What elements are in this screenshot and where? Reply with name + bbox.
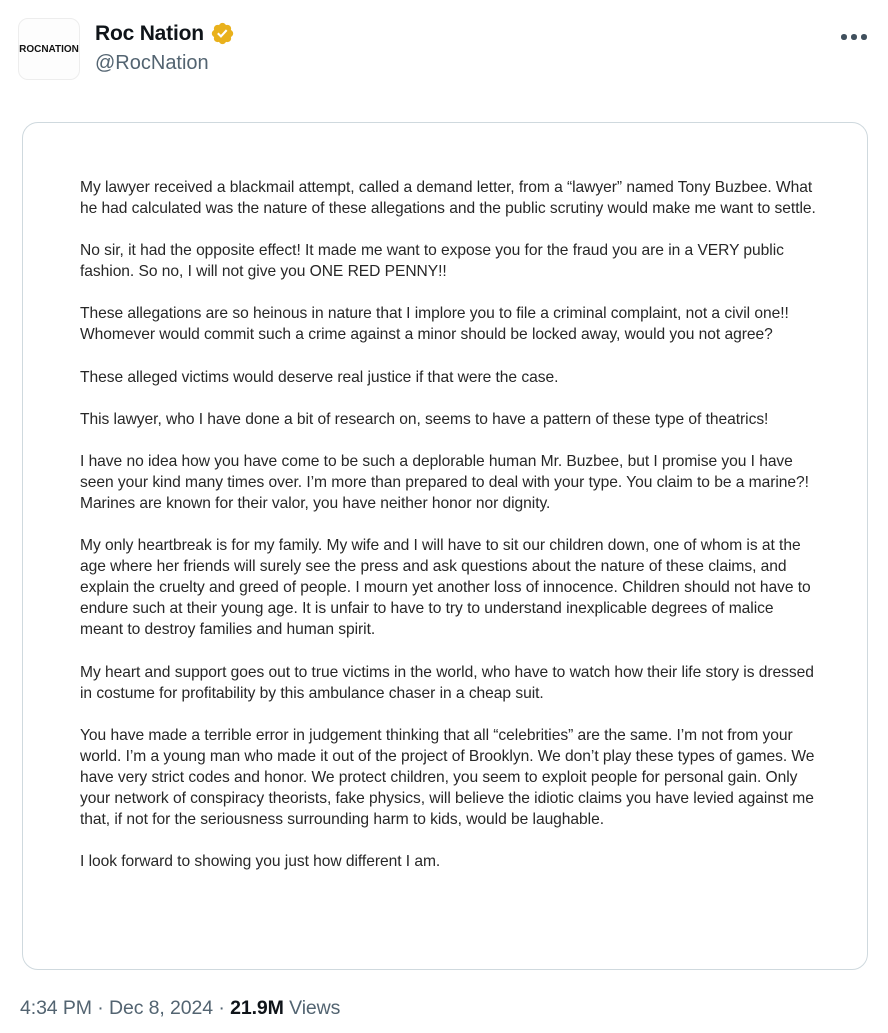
avatar[interactable]: ROCNATION (18, 18, 80, 80)
letter-paragraph: My only heartbreak is for my family. My wife and I will have to sit our children down, one of whom is at the age where her friends will surely see the press and ask questions about the nature of these claims, and explain the cruelty and greed of people. I mourn yet another loss of innocence. Children should not have to endure such at their young age. It is unfair to have to try to understand inexplicable degrees of malice meant to destroy families and human spirit. (80, 537, 811, 639)
tweet-footer (20, 997, 340, 1020)
letter-paragraph: I look forward to showing you just how different I am. (80, 853, 441, 871)
letter-paragraph: My lawyer received a blackmail attempt, called a demand letter, from a “lawyer” named Tony Buzbee. What he had calculated was the nature of these allegations and the public scrutiny would make me want to settle. (80, 179, 816, 218)
letter-paragraph: My heart and support goes out to true victims in the world, who have to watch how their life story is dressed in costume for profitability by this ambulance chaser in a cheap suit. (80, 663, 814, 702)
date: Dec 8, 2024 (108, 997, 214, 1019)
more-button[interactable] (836, 24, 872, 50)
letter-paragraph: This lawyer, who I have done a bit of research on, seems to have a pattern of these type of theatrics! (80, 410, 769, 428)
separator-dot: · (218, 997, 225, 1019)
letter-paragraph: You have made a terrible error in judgement thinking that all “celebrities” are the same. I’m not from your world. I’m a young man who made it out of the project of Brooklyn. We don’t play these types of games. We have very strict codes and honor. We protect children, you seem to exploit people for personal gain. Only your network of conspiracy theorists, fake physics, will believe the idiotic claims you have levied against me that, if not for the seriousness surrounding harm to kids, would be laughable. (80, 726, 815, 829)
timestamp: 4:34 PM (20, 997, 92, 1019)
tweet-header (18, 18, 870, 80)
author-block[interactable] (95, 18, 235, 75)
letter-paragraph: I have no idea how you have come to be such a deplorable human Mr. Buzbee, but I promise you I have seen your kind many times over. I’m more than prepared to deal with your type. You claim to be a marine?! Marines are known for their valor, you have neither honor nor dignity. (80, 452, 809, 512)
letter-paragraph: These allegations are so heinous in nature that I implore you to file a criminal complaint, not a civil one!! Whomever would commit such a crime against a minor should be locked away, would you not agree? (80, 305, 789, 344)
more-ellipsis-icon (841, 34, 867, 40)
display-name[interactable]: Roc Nation (95, 22, 204, 45)
gold-verified-badge-icon (210, 21, 235, 46)
letter-paragraph: No sir, it had the opposite effect! It made me want to expose you for the fraud you are in a VERY public fashion. So no, I will not give you ONE RED PENNY!! (80, 242, 784, 281)
letter-paragraph: These alleged victims would deserve real justice if that were the case. (80, 368, 559, 386)
separator-dot: · (97, 997, 104, 1019)
user-handle[interactable]: @RocNation (95, 52, 209, 74)
letter-text (23, 123, 867, 872)
views-label: Views (289, 997, 341, 1019)
views-count: 21.9M (230, 997, 284, 1019)
tweet-media-image[interactable] (22, 122, 868, 970)
